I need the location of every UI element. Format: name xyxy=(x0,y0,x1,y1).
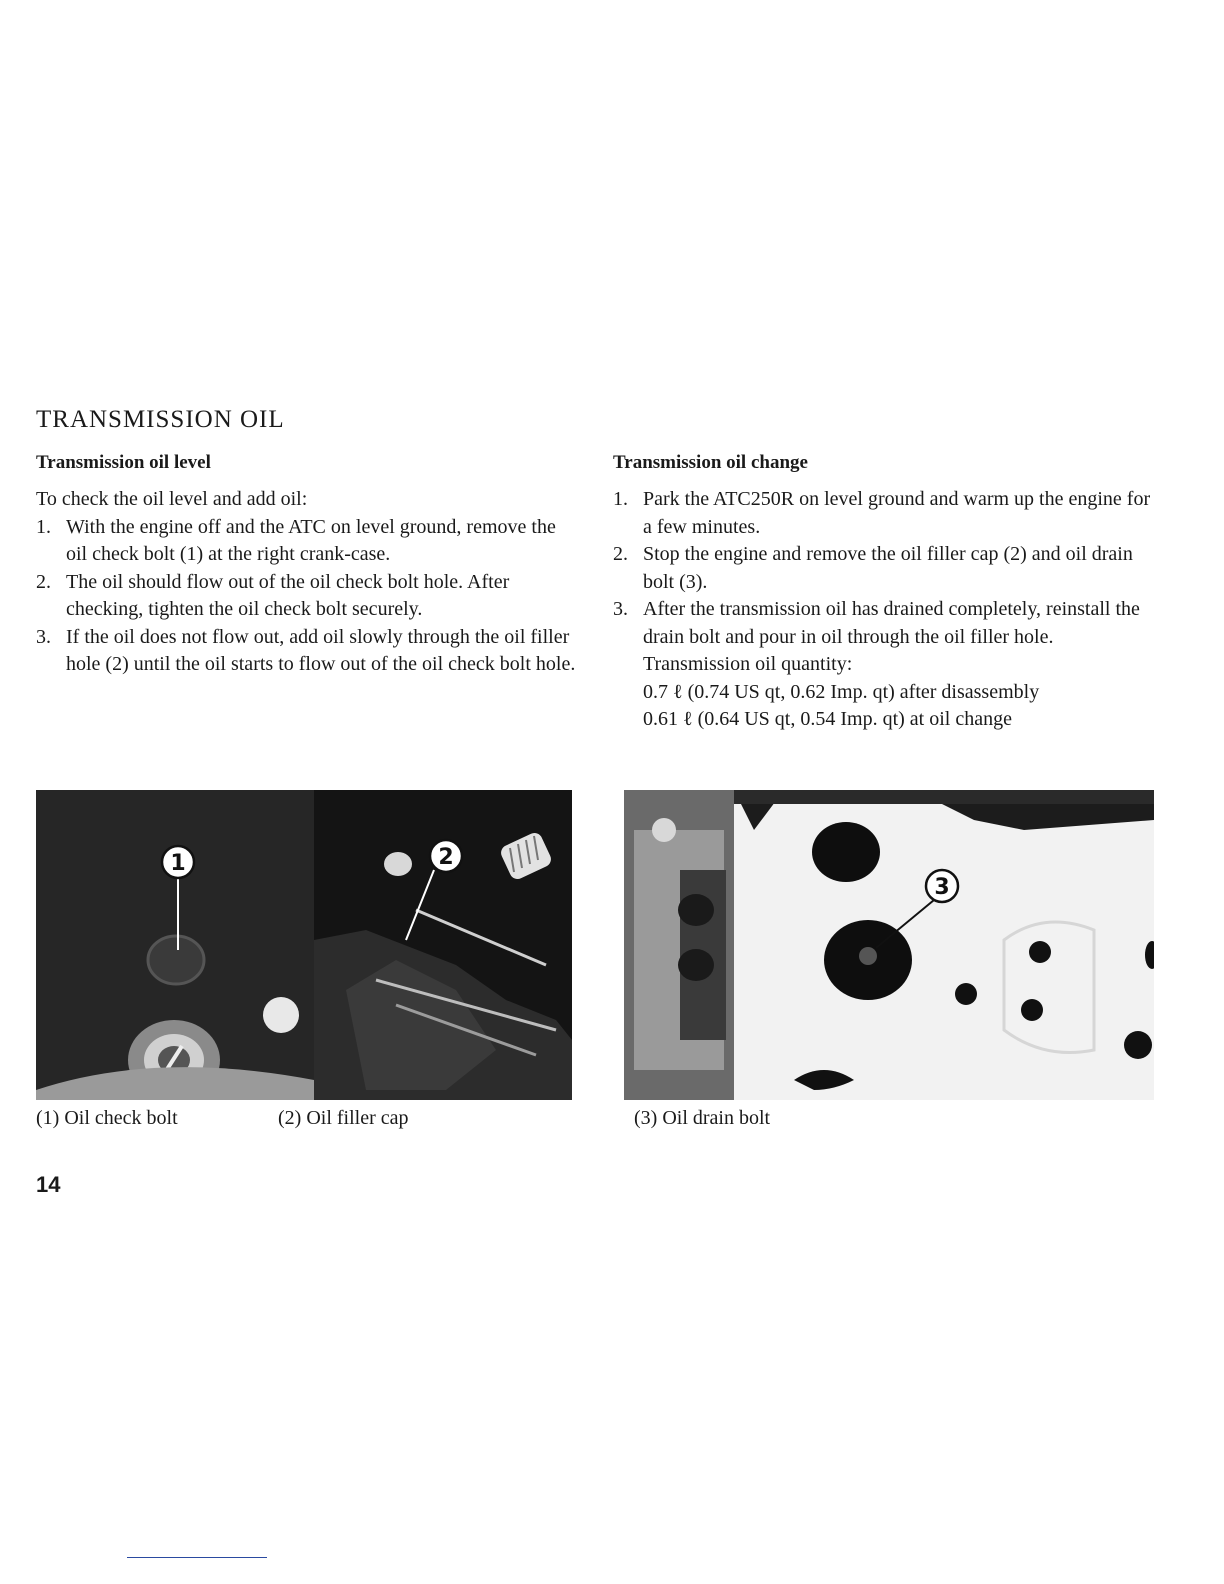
left-intro: To check the oil level and add oil: xyxy=(36,488,308,510)
quantity-line: 0.61 ℓ (0.64 US qt, 0.54 Imp. qt) at oil change xyxy=(643,708,1012,730)
caption-oil-drain-bolt: (3) Oil drain bolt xyxy=(634,1107,771,1129)
step-number: 3. xyxy=(36,625,51,648)
right-subtitle: Transmission oil change xyxy=(613,452,808,473)
step-text: Stop the engine and remove the oil filler cap (2) and oil drain bolt (3). xyxy=(643,543,1133,593)
list-item xyxy=(613,596,1158,651)
caption-oil-filler-cap: (2) Oil filler cap xyxy=(278,1107,409,1129)
quantity-line: 0.7 ℓ (0.74 US qt, 0.62 Imp. qt) after disassembly xyxy=(643,680,1040,703)
step-number: 1. xyxy=(36,515,51,538)
callout-label: 3 xyxy=(934,875,950,900)
callout-label: 2 xyxy=(438,845,454,870)
right-steps xyxy=(613,486,1158,651)
photo-oil-drain-bolt xyxy=(624,790,1154,1100)
bottom-rule xyxy=(127,1557,267,1558)
callout-label: 1 xyxy=(170,851,186,876)
photo-illustration xyxy=(624,790,1154,1100)
list-item xyxy=(613,541,1158,596)
page-title: TRANSMISSION OIL xyxy=(36,406,285,433)
step-text: With the engine off and the ATC on level ground, remove the oil check bolt (1) at the right crank-case. xyxy=(66,515,556,565)
photo-oil-check-and-filler xyxy=(36,790,572,1100)
step-text: If the oil does not flow out, add oil slowly through the oil filler hole (2) until the oil starts to flow out of the oil check bolt hole. xyxy=(66,625,576,675)
step-text: Park the ATC250R on level ground and warm up the engine for a few minutes. xyxy=(643,488,1151,538)
step-text: After the transmission oil has drained completely, reinstall the drain bolt and pour in oil through the oil filler hole. xyxy=(643,598,1140,648)
list-item xyxy=(36,624,581,679)
photo-illustration xyxy=(36,790,572,1100)
right-column xyxy=(613,486,1158,734)
step-text: The oil should flow out of the oil check bolt hole. After checking, tighten the oil check bolt securely. xyxy=(66,570,510,620)
list-item xyxy=(36,569,581,624)
left-subtitle: Transmission oil level xyxy=(36,452,211,473)
list-item xyxy=(613,486,1158,541)
left-steps xyxy=(36,514,581,679)
left-column xyxy=(36,486,581,679)
step-number: 3. xyxy=(613,598,628,620)
quantity-label: Transmission oil quantity: xyxy=(643,653,853,675)
caption-oil-check-bolt: (1) Oil check bolt xyxy=(36,1107,178,1129)
step-number: 1. xyxy=(613,488,628,510)
step-number: 2. xyxy=(613,543,628,565)
list-item xyxy=(36,514,581,569)
page-number: 14 xyxy=(36,1172,61,1197)
step-number: 2. xyxy=(36,570,51,593)
